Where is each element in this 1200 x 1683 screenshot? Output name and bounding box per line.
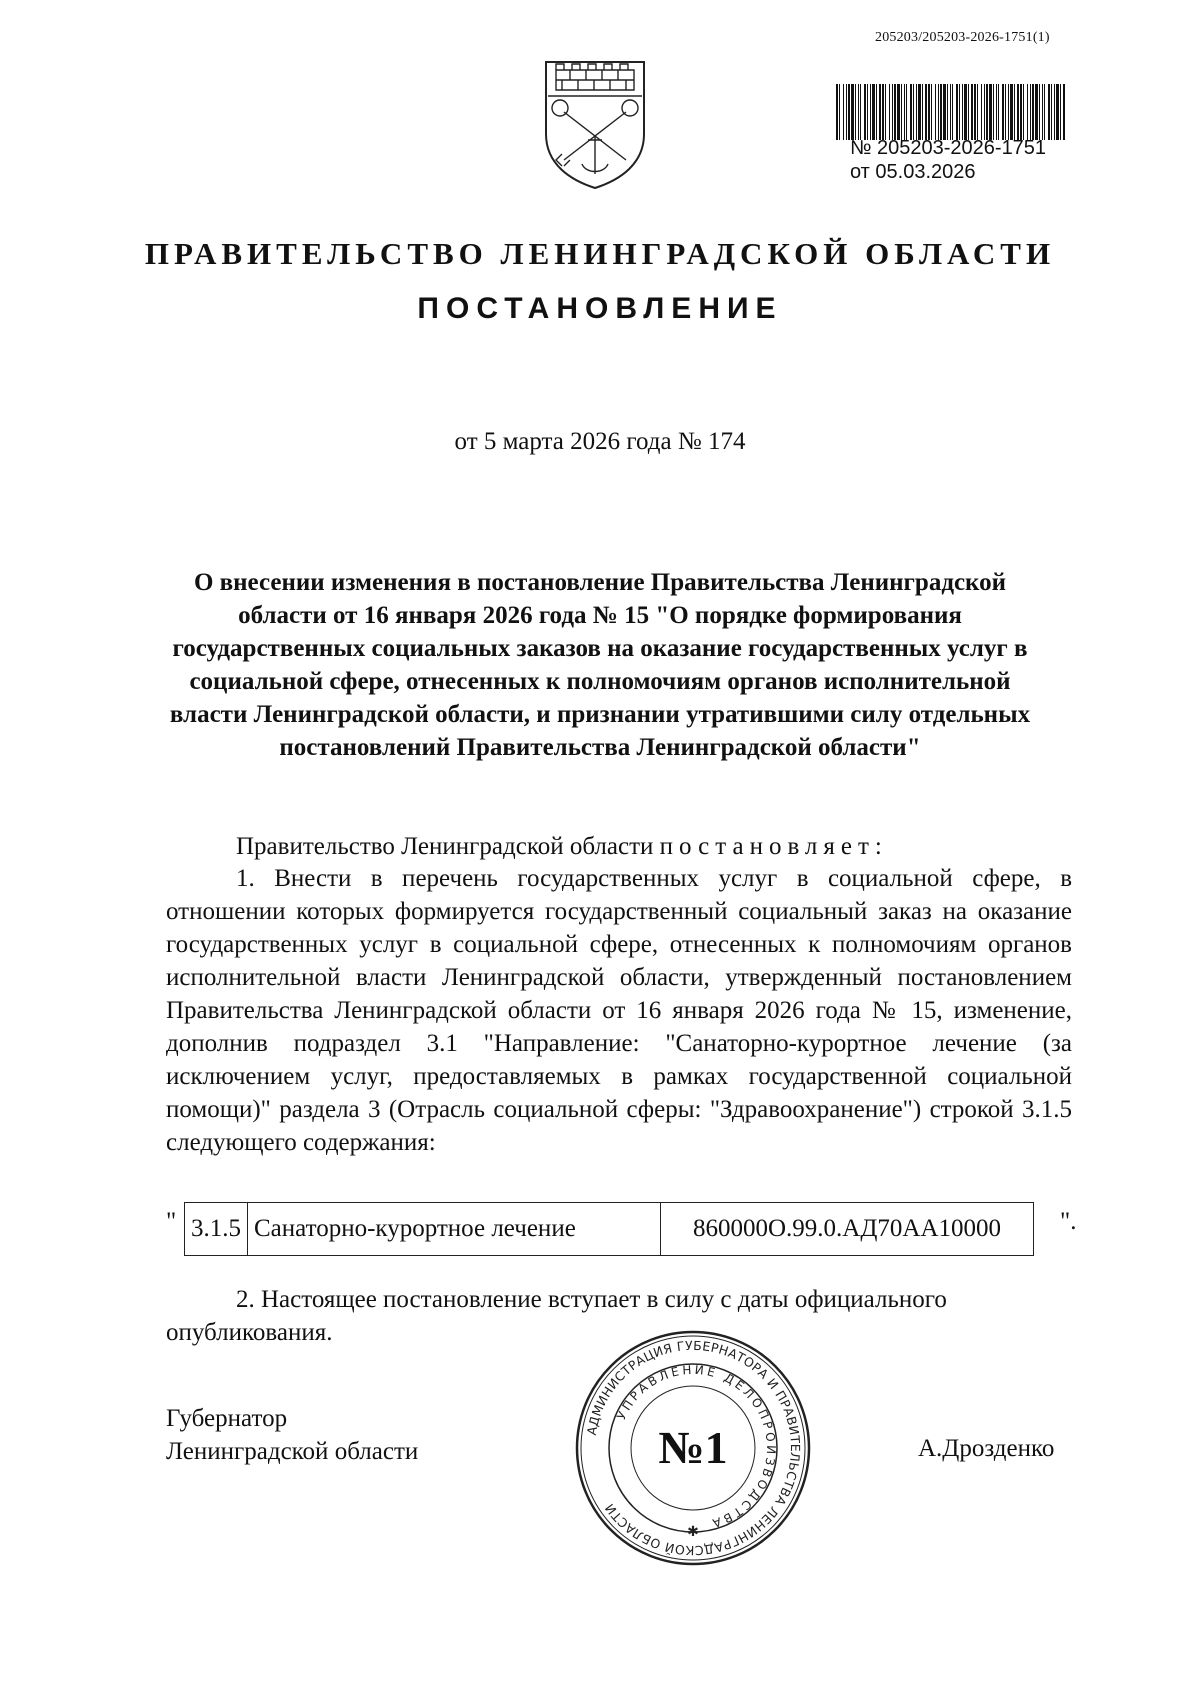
- position-line-1: Губернатор: [166, 1405, 288, 1432]
- coat-of-arms-icon: [540, 56, 650, 192]
- paragraph-1-text: 1. Внести в перечень государственных услуг в социальной сфере, в отношении которых формируется государственный социальный заказ на оказание государственных услуг в социальной сфере, отнесенных к полномочиям органов исполнительной власти Ленинградской области, утвержденный постановлением Правительства Ленинградской области от 16 января 2026 года № 15, изменение, дополнив подраздел 3.1 "Направление: "Санаторно-курортное лечение (за исключением услуг, предоставляемых в рамках государственной социальной помощи)" раздела 3 (Отрасль социальной сферы: "Здравоохранение") строкой 3.1.5 следующего содержания:: [166, 865, 1072, 1156]
- decree-title: ПОСТАНОВЛЕНИЕ: [417, 292, 783, 325]
- close-quote: ".: [1060, 1208, 1077, 1235]
- inserted-row: [166, 1202, 1076, 1258]
- intro-lead: Правительство Ленинградской области: [236, 833, 660, 860]
- government-title: ПРАВИТЕЛЬСТВО ЛЕНИНГРАДСКОЙ ОБЛАСТИ: [144, 236, 1056, 271]
- registration-block: [850, 136, 1046, 184]
- official-stamp: [573, 1328, 813, 1568]
- signatory-position: [166, 1402, 418, 1468]
- intro-resolves: постановляет:: [659, 833, 888, 860]
- row-number-cell: 3.1.5: [185, 1203, 248, 1256]
- stamp-center: №1: [658, 1422, 728, 1473]
- barcode: [834, 84, 1068, 140]
- stamp-outer-text: АДМИНИСТРАЦИЯ ГУБЕРНАТОРА И ПРАВИТЕЛЬСТВА ЛЕНИНГРАДСКОЙ ОБЛАСТИ: [583, 1337, 804, 1559]
- stamp-inner-text: УПРАВЛЕНИЕ ДЕЛОПРОИЗВОДСТВА: [614, 1362, 779, 1532]
- position-line-2: Ленинградской области: [166, 1438, 419, 1465]
- service-row-table: [184, 1202, 1034, 1256]
- paragraph-2-text: 2. Настоящее постановление вступает в силу с даты официального опубликования.: [166, 1286, 947, 1346]
- registration-date: от 05.03.2026: [850, 161, 976, 183]
- decree-subject: О внесении изменения в постановление Правительства Ленинградской области от 16 января 2026 года № 15 "О порядке формирования государственных социальных заказов на оказание государственных услуг в социальной сфере, отнесенных к полномочиям органов исполнительной власти Ленинградской области, и признании утратившими силу отдельных постановлений Правительства Ленинградской области": [169, 569, 1031, 761]
- svg-text:✱: ✱: [687, 1524, 699, 1540]
- service-name-cell: Санаторно-курортное лечение: [248, 1203, 661, 1256]
- document-code: 205203/205203-2026-1751(1): [875, 30, 1050, 45]
- paragraph-1: [166, 862, 1072, 1159]
- decree-date-number: от 5 марта 2026 года № 174: [454, 428, 746, 455]
- registration-number: № 205203-2026-1751: [850, 137, 1047, 159]
- table-row: [185, 1203, 1034, 1256]
- signatory-name: А.Дрозденко: [918, 1435, 1055, 1462]
- intro-line: [166, 830, 1072, 863]
- open-quote: ": [166, 1208, 177, 1235]
- service-code-cell: 860000О.99.0.АД70АА10000: [661, 1203, 1034, 1256]
